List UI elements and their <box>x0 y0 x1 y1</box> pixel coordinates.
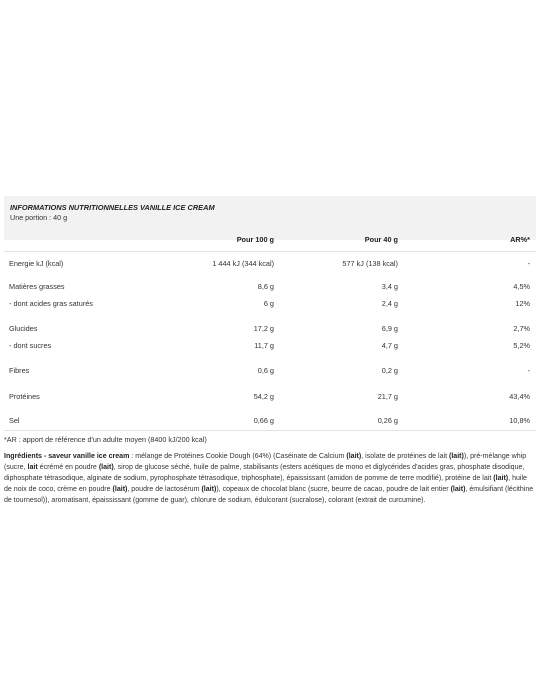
value-per-100g: 0,6 g <box>257 366 274 375</box>
table-row <box>4 280 536 294</box>
table-row <box>4 322 536 336</box>
value-per-40g: 6,9 g <box>381 324 398 333</box>
column-header-per-100g: Pour 100 g <box>236 235 274 244</box>
allergen-highlight: (lait) <box>450 486 466 493</box>
value-ar: 43,4% <box>509 392 530 401</box>
value-ar: 10,8% <box>509 416 530 425</box>
ingredients-segment: ), pré-mélange whip (sucre, <box>4 453 527 471</box>
portion-size: Une portion : 40 g <box>10 213 68 222</box>
ingredients-segment: , huile de noix de coco, crème en poudre <box>4 475 527 493</box>
nutrition-title: INFORMATIONS NUTRITIONNELLES VANILLE ICE CREAM <box>10 203 215 212</box>
value-ar: - <box>527 259 530 268</box>
allergen-highlight: (lait) <box>201 486 217 493</box>
reference-intake-footnote: *AR : apport de référence d'un adulte moyen (8400 kJ/200 kcal) <box>4 435 207 444</box>
value-ar: 12% <box>515 299 530 308</box>
nutrient-label: Protéines <box>9 392 40 401</box>
value-per-100g: 0,66 g <box>253 416 274 425</box>
value-per-40g: 0,2 g <box>381 366 398 375</box>
value-per-100g: 11,7 g <box>254 341 274 350</box>
value-per-100g: 1 444 kJ (344 kcal) <box>212 259 274 268</box>
table-row <box>4 339 536 353</box>
allergen-highlight: (lait) <box>493 475 509 482</box>
value-ar: - <box>527 366 530 375</box>
nutrient-label: Glucides <box>9 324 38 333</box>
ingredients-segment: , sirop de glucose séché, huile de palme, stabilisants (esters acétiques de mono et diglycérides d'acides gras, phosphate disodique, diphosphate tétrasodique, alginate de sodium, pyrophosphate tétrasodique, triphosphate), épaississant (amidon de pomme de terre modifié), protéine de lait <box>4 464 525 482</box>
ingredients-segment: ), copeaux de chocolat blanc (sucre, beurre de cacao, poudre de lait entier <box>216 486 451 493</box>
value-per-40g: 2,4 g <box>381 299 398 308</box>
allergen-highlight: (lait) <box>448 453 464 460</box>
column-header-ar: AR%* <box>510 235 530 244</box>
value-ar: 2,7% <box>513 324 530 333</box>
table-header-row <box>4 233 536 247</box>
value-per-40g: 577 kJ (138 kcal) <box>342 259 398 268</box>
table-row <box>4 364 536 378</box>
ingredients-segment: écrémé en poudre <box>37 464 99 471</box>
ingredients-label: Ingrédients - saveur vanille ice cream <box>4 453 130 460</box>
ingredients-segment: , émulsifiant (lécithine de tournesol)), aromatisant, épaississant (gomme de guar), chlorure de sodium, édulcorant (sucralose), colorant (extrait de curcumine). <box>4 486 534 504</box>
ingredients-body <box>4 453 533 504</box>
table-row <box>4 257 536 271</box>
column-header-per-40g: Pour 40 g <box>364 235 398 244</box>
nutrient-label: - dont sucres <box>9 341 52 350</box>
value-per-100g: 6 g <box>263 299 274 308</box>
value-per-40g: 0,26 g <box>377 416 398 425</box>
value-per-100g: 8,6 g <box>257 282 274 291</box>
allergen-highlight: lait <box>27 464 38 471</box>
table-divider <box>4 251 536 252</box>
table-divider <box>4 430 536 431</box>
nutrient-label: Energie kJ (kcal) <box>9 259 64 268</box>
nutrient-label: - dont acides gras saturés <box>9 299 93 308</box>
value-per-40g: 21,7 g <box>377 392 398 401</box>
value-per-40g: 4,7 g <box>381 341 398 350</box>
allergen-highlight: (lait) <box>98 464 114 471</box>
nutrient-label: Matières grasses <box>9 282 65 291</box>
nutrient-label: Fibres <box>9 366 30 375</box>
allergen-highlight: (lait) <box>346 453 362 460</box>
value-per-100g: 17,2 g <box>253 324 274 333</box>
value-per-40g: 3,4 g <box>381 282 398 291</box>
table-row <box>4 297 536 311</box>
allergen-highlight: (lait) <box>112 486 128 493</box>
table-row <box>4 414 536 428</box>
ingredients-text <box>4 451 534 506</box>
value-ar: 4,5% <box>513 282 530 291</box>
value-per-100g: 54,2 g <box>253 392 274 401</box>
value-ar: 5,2% <box>513 341 530 350</box>
table-row <box>4 390 536 404</box>
nutrient-label: Sel <box>9 416 20 425</box>
ingredients-segment: , isolate de protéines de lait <box>361 453 449 460</box>
ingredients-segment: , poudre de lactosérum <box>127 486 202 493</box>
ingredients-segment: : mélange de Protéines Cookie Dough (64%) (Caséinate de Calcium <box>129 453 347 460</box>
